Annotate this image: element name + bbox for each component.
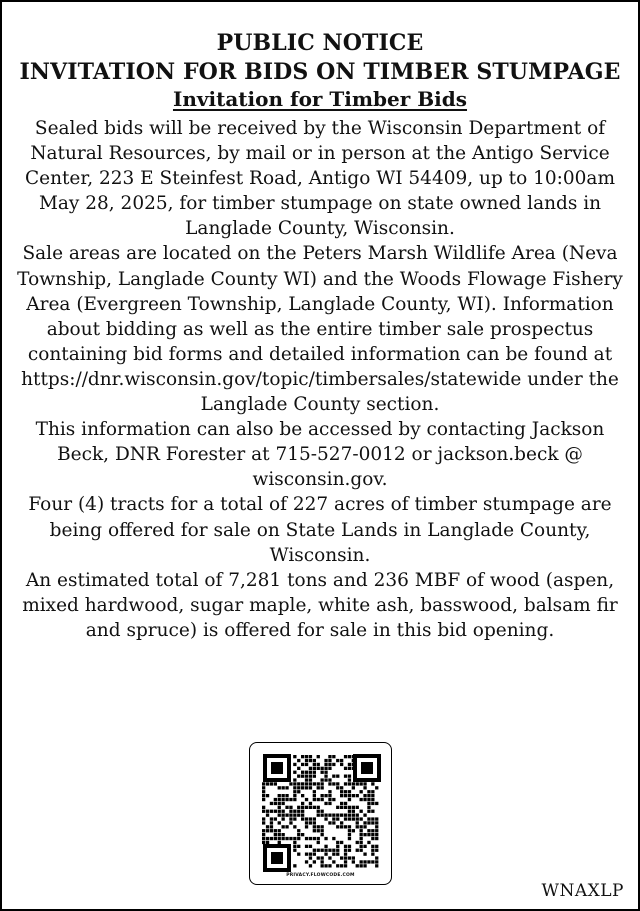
paragraph-tracts: Four (4) tracts for a total of 227 acres of timber stumpage are being offered for sale on State Lands in Langlade County, Wisconsin.	[28, 494, 612, 566]
paragraph-sale-areas: Sale areas are located on the Peters Marsh Wildlife Area (Neva Township, Langlade County WI) and the Woods Flowage Fishery Area (Evergreen Township, Langlade County, WI). Information about bidding as well as the entire timber sale prospectus containing bid forms and detailed information can be found at https://dnr.wisconsin.gov/topic/timbersales/statewide under the Langlade County section.	[17, 243, 623, 416]
qr-caption: PRIVACY.FLOWCODE.COM	[286, 873, 355, 878]
notice-subtitle: Invitation for Timber Bids	[172, 87, 468, 111]
paragraph-volume: An estimated total of 7,281 tons and 236 MBF of wood (aspen, mixed hardwood, sugar maple, white ash, basswood, balsam fir and spruce) is offered for sale in this bid opening.	[22, 569, 618, 641]
qr-code[interactable]	[249, 742, 392, 885]
paragraph-contact: This information can also be accessed by contacting Jackson Beck, DNR Forester at 715-527-0012 or jackson.beck @ wisconsin.gov.	[35, 419, 605, 491]
notice-body	[14, 116, 626, 643]
paragraph-bid-details: Sealed bids will be received by the Wisconsin Department of Natural Resources, by mail or in person at the Antigo Service Center, 223 E Steinfest Road, Antigo WI 54409, up to 10:00am May 28, 2025, for timber stumpage on state owned lands in Langlade County, Wisconsin.	[24, 118, 616, 240]
qr-code-icon	[250, 743, 391, 884]
notice-title-line1: PUBLIC NOTICE	[216, 30, 424, 56]
notice-code: WNAXLP	[541, 881, 624, 901]
notice-title-line2: INVITATION FOR BIDS ON TIMBER STUMPAGE	[19, 59, 621, 85]
